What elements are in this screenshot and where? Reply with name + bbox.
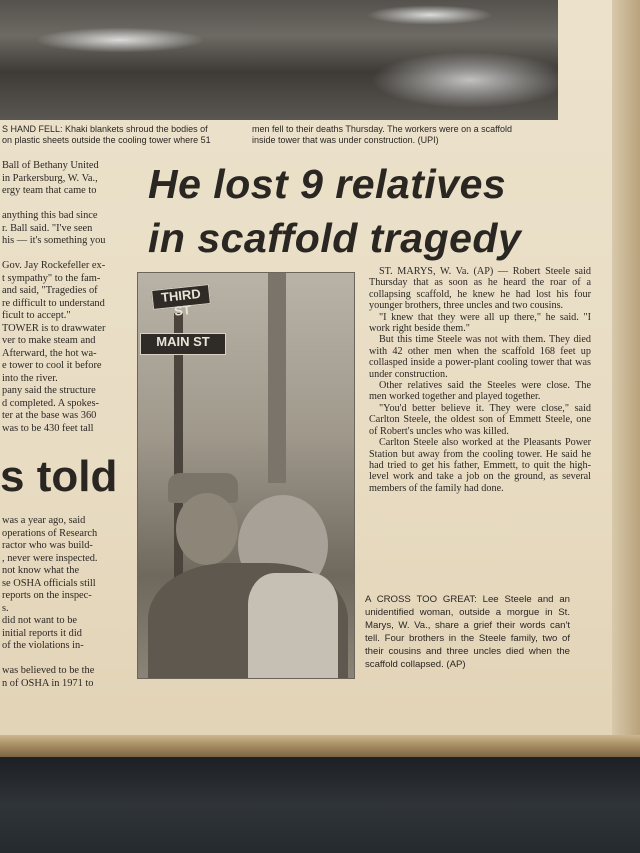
photo-caption: A CROSS TOO GREAT: Lee Steele and an unidentified woman, outside a morgue in St. Marys, W. Va., share a grief their words can't tell. Four brothers in the Steele family, two of their cousins and three uncles died when the scaffold collapsed. (AP) (365, 594, 570, 670)
story-paragraph: ST. MARYS, W. Va. (AP) — Robert Steele said Thursday that as soon as he heard the roar of a collapsing scaffold, he knew he had lost his four younger brothers, three uncles and two cousins. (369, 266, 591, 312)
table-surface (0, 757, 640, 853)
story-paragraph: "You'd better believe it. They were close," said Carlton Steele, the oldest son of Emmett Steele, one of Robert's uncles who was killed. (369, 402, 591, 437)
top-photo-caption-right: men fell to their deaths Thursday. The workers were on a scaffold inside tower that was under construction. (UPI) (252, 124, 512, 145)
woman-coat (248, 573, 338, 678)
story-paragraph: But this time Steele was not with them. They died with 42 other men when the scaffold 168 feet up collasped inside a power-plant cooling tower that was under construction. (369, 334, 591, 380)
story-paragraph: Carlton Steele also worked at the Pleasants Power Station but away from the cooling tower. He said he had tried to get his father, Emmett, to quit the high-level work and take a job on the ground, as several members of the family had done. (369, 437, 591, 494)
headline-line-2: in scaffold tragedy (148, 215, 522, 261)
left-partial-headline: s told (0, 452, 118, 501)
story-paragraph: "I knew that they were all up there," he said. "I work right beside them." (369, 311, 591, 335)
story-body (369, 266, 591, 494)
top-news-photo (0, 0, 558, 120)
background-pole (268, 273, 286, 483)
main-street-sign: MAIN ST (140, 333, 226, 355)
page-right-edge (612, 0, 640, 745)
top-photo-caption-left: S HAND FELL: Khaki blankets shroud the bodies of on plastic sheets outside the cooling tower where 51 (2, 124, 211, 145)
main-headline (148, 157, 548, 265)
third-street-sign: THIRD ST (151, 284, 211, 310)
man-face (176, 493, 238, 565)
grief-photo (137, 272, 355, 679)
left-column-top-text: Ball of Bethany United in Parkersburg, W. Va., ergy team that came to anything this bad since r. Ball said. "I've seen his — it's something you Gov. Jay Rockefeller ex- t sympathy" to the fam- and said, "Tragedies of re difficult to understand ficult to accept." TOWER is to drawwater ver to make steam and Afterward, the hot wa- e tower to cool it before into the river. pany said the structure d completed. A spokes- ter at the base was 360 was to be 430 feet tall (2, 160, 106, 434)
left-column-bottom-text: was a year ago, said operations of Research ractor who was build- , never were inspected. not know what the se OSHA officials still reports on the inspec- s. did not want to be initial reports it did of the violations in- was believed to be the n of OSHA in 1971 to (2, 515, 98, 689)
headline-line-1: He lost 9 relatives (148, 161, 507, 207)
story-paragraph: Other relatives said the Steeles were close. The men worked together and played together. (369, 380, 591, 403)
page-bottom-edge (0, 735, 640, 757)
